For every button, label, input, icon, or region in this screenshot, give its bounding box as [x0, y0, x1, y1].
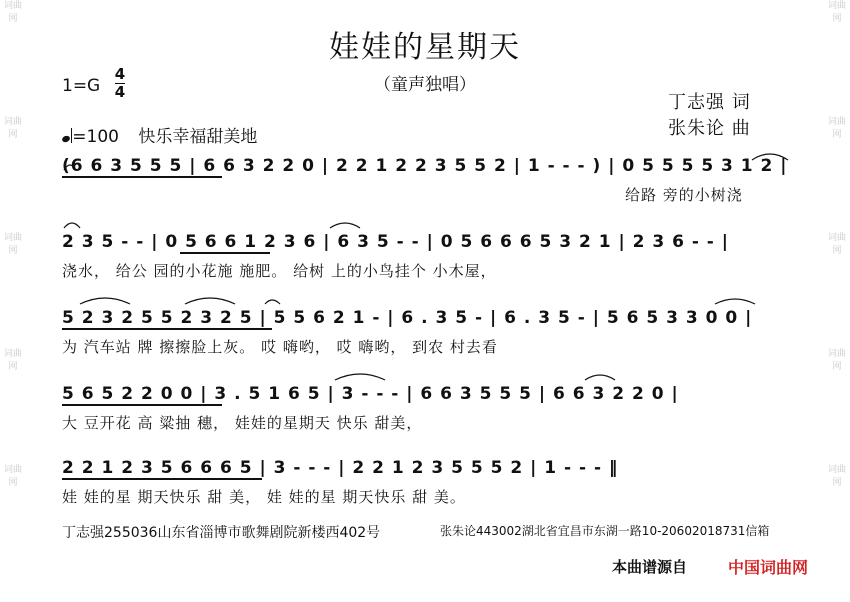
score-line-5: 2 2 1 2 3 5 6 6 6 5 | 3 - - - | 2 2 1 2 3 5 5 5 2 | 1 - - - ‖ — [62, 458, 619, 478]
lyricist-address: 丁志强255036山东省淄博市歌舞剧院新楼西402号 — [62, 525, 381, 541]
slur — [335, 374, 385, 380]
watermark-text: 词曲网 — [827, 1, 846, 24]
score-line-3: 5 2 3 2 5 5 2 3 2 5 | 5 5 6 2 1 - | 6 . 3 5 - | 6 . 3 5 - | 5 6 5 3 3 0 0 | — [62, 308, 753, 328]
lyric-line-2: 浇水， 给公 园的小花施 施肥。 给树 上的小鸟挂个 小木屋， — [62, 262, 497, 280]
time-signature — [114, 66, 126, 101]
lyric-line-1: 给路 旁的小树浇 — [625, 186, 743, 204]
slur — [64, 223, 80, 228]
slur — [715, 299, 755, 304]
source-site-link[interactable]: 中国词曲网 — [728, 558, 809, 577]
composer-address: 张朱论443002湖北省宜昌市东湖一路10-20602018731信箱 — [440, 524, 770, 538]
watermark-text: 词曲网 — [827, 349, 846, 372]
song-title: 娃娃的星期天 — [329, 30, 521, 65]
tempo-marking — [62, 122, 257, 147]
score-line-2: 2 3 5 - - | 0 5 6 6 1 2 3 6 | 6 3 5 - - | 0 5 6 6 6 5 3 2 1 | 2 3 6 - - | — [62, 232, 729, 252]
watermark-text: 词曲网 — [827, 465, 846, 488]
watermark-text: 词曲网 — [3, 1, 22, 24]
slur — [265, 300, 280, 304]
beam-line — [180, 252, 270, 254]
tempo-expression: 快乐幸福甜美地 — [138, 127, 258, 147]
lyric-line-3: 为 汽车站 牌 擦擦脸上灰。 哎 嗨哟， 哎 嗨哟， 到农 村去看 — [62, 338, 498, 356]
slur — [585, 375, 615, 380]
slur — [330, 223, 360, 228]
score-line-1: (6 6 3 5 5 5 | 6 6 3 2 2 0 | 2 2 1 2 2 3 5 5 2 | 1 - - - ) | 0 5 5 5 5 3 1 2 | — [62, 156, 788, 176]
watermark-text: 词曲网 — [3, 465, 22, 488]
beam-line — [62, 176, 222, 178]
song-subtitle: （童声独唱） — [374, 75, 476, 95]
watermark-text: 词曲网 — [3, 117, 22, 140]
watermark-text: 词曲网 — [3, 349, 22, 372]
source-label: 本曲谱源自 — [612, 558, 688, 576]
score-line-4: 5 6 5 2 2 0 0 | 3 . 5 1 6 5 | 3 - - - | 6 6 3 5 5 5 | 6 6 3 2 2 0 | — [62, 384, 679, 404]
beam-line — [62, 478, 262, 480]
lyric-line-4: 大 豆开花 高 粱抽 穗， 娃娃的星期天 快乐 甜美， — [62, 414, 423, 432]
beam-line — [62, 404, 222, 406]
beam-line — [62, 328, 272, 330]
composer-credit: 张朱论 曲 — [668, 118, 751, 139]
watermark-text: 词曲网 — [3, 233, 22, 256]
slur — [80, 298, 130, 304]
slur — [185, 298, 235, 304]
time-signature-top: 4 — [114, 65, 126, 83]
lyric-line-5: 娃 娃的星 期天快乐 甜 美， 娃 娃的星 期天快乐 甜 美。 — [62, 488, 466, 506]
quarter-note-icon — [61, 135, 71, 143]
time-signature-bottom: 4 — [114, 83, 126, 101]
tempo-value: =100 — [72, 127, 119, 147]
watermark-text: 词曲网 — [827, 117, 846, 140]
lyricist-credit: 丁志强 词 — [668, 92, 751, 113]
watermark-text: 词曲网 — [827, 233, 846, 256]
key-signature: 1=G — [62, 76, 101, 96]
